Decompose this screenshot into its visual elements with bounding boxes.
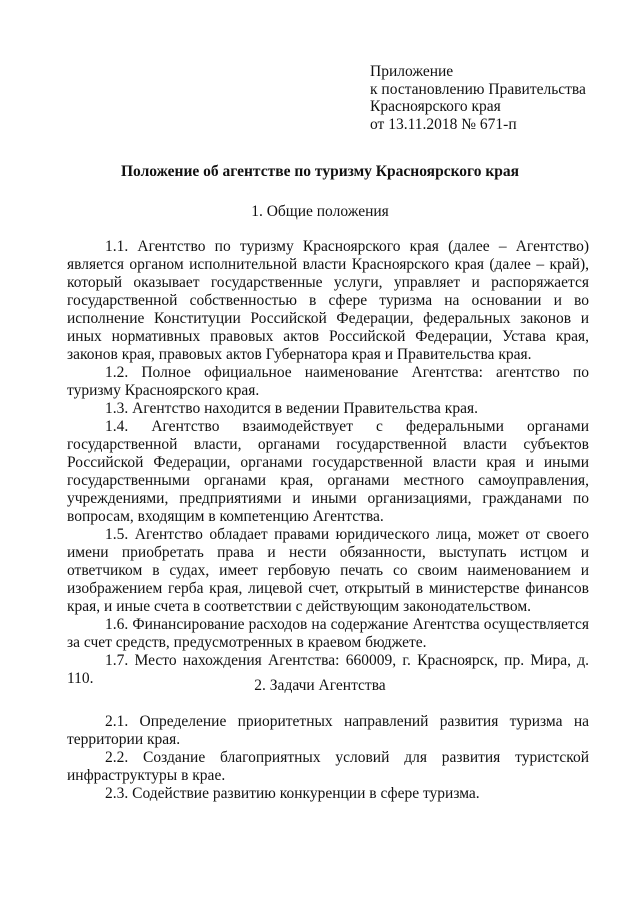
paragraph-2-1: 2.1. Определение приоритетных направлений развития туризма на территории края.	[67, 713, 589, 748]
section-body-general	[67, 238, 589, 688]
document-title: Положение об агентстве по туризму Красноярского края	[120, 163, 520, 180]
paragraph-1-1: 1.1. Агентство по туризму Красноярского края (далее – Агентство) является органом исполнительной власти Красноярского края (далее – край), который оказывает государственные услуги, управляет и распоряжается государственной собственностью в сфере туризма на основании и во исполнение Конституции Российской Федерации, федеральных законов и иных нормативных правовых актов Российской Федерации, Устава края, законов края, правовых актов Губернатора края и Правительства края.	[67, 238, 589, 363]
paragraph-2-2: 2.2. Создание благоприятных условий для развития туристской инфраструктуры в крае.	[67, 749, 589, 784]
appendix-line-2: к постановлению Правительства	[370, 80, 586, 98]
paragraph-1-4: 1.4. Агентство взаимодействует с федеральными органами государственной власти, органами государственной власти субъектов Российской Федерации, органами государственной власти края и иными государственными органами края, органами местного самоуправления, учреждениями, предприятиями и иными организациями, гражданами по вопросам, входящим в компетенцию Агентства.	[67, 418, 589, 525]
paragraph-1-6: 1.6. Финансирование расходов на содержание Агентства осуществляется за счет средств, предусмотренных в краевом бюджете.	[67, 616, 589, 651]
appendix-line-3: Красноярского края	[370, 98, 501, 115]
paragraph-1-7: 1.7. Место нахождения Агентства: 660009, г. Красноярск, пр. Мира, д. 110.	[67, 652, 589, 687]
appendix-line-4: от 13.11.2018 № 671-п	[370, 115, 517, 133]
section-heading-tasks: 2. Задачи Агентства	[254, 677, 386, 694]
paragraph-1-3: 1.3. Агентство находится в ведении Правительства края.	[105, 400, 478, 417]
paragraph-2-3: 2.3. Содействие развитию конкуренции в сфере туризма.	[105, 785, 480, 802]
appendix-block	[370, 63, 586, 133]
paragraph-1-2: 1.2. Полное официальное наименование Агентства: агентство по туризму Красноярского края.	[67, 364, 589, 399]
paragraph-1-5: 1.5. Агентство обладает правами юридического лица, может от своего имени приобретать права и нести обязанности, выступать истцом и ответчиком в судах, имеет гербовую печать со своим наименованием и изображением герба края, лицевой счет, открытый в министерстве финансов края, и иные счета в соответствии с действующим законодательством.	[67, 526, 589, 615]
section-heading-general: 1. Общие положения	[251, 203, 389, 220]
appendix-line-1: Приложение	[370, 63, 454, 80]
section-body-tasks	[67, 713, 589, 803]
